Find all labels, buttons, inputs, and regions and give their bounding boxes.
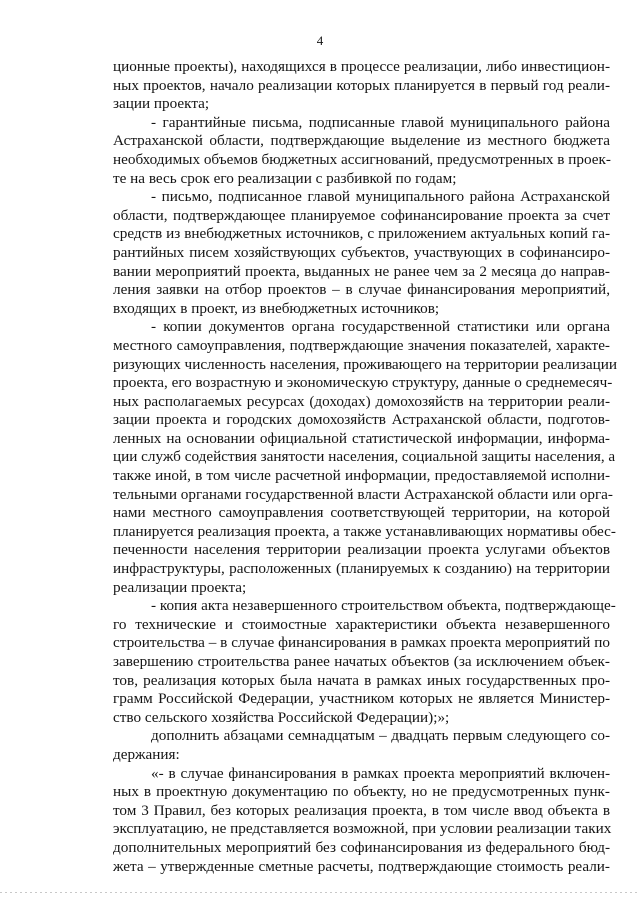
text-line: ных располагаемых ресурсах (доходах) домохозяйств на территории реали- bbox=[113, 392, 610, 410]
text-line: рантийных писем хозяйствующих субъектов, участвующих в софинансиро- bbox=[113, 243, 610, 261]
text-line: - копия акта незавершенного строительством объекта, подтверждающе- bbox=[151, 597, 616, 615]
text-line: держания: bbox=[113, 745, 180, 763]
text-line: завершению строительства ранее начатых объектов (за исключением объек- bbox=[113, 653, 610, 670]
text-line: ство сельского хозяйства Российской Федерации);»; bbox=[113, 708, 450, 726]
text-line: области, подтверждающее планируемое софинансирование проекта за счет bbox=[113, 206, 610, 224]
scan-edge-mark bbox=[0, 892, 640, 893]
text-line: том 3 Правил, без которых реализация проекта, в том числе ввод объекта в bbox=[113, 801, 610, 819]
text-line: местного самоуправления, подтверждающие значения показателей, характе- bbox=[113, 336, 610, 354]
text-line: дополнить абзацами семнадцатым – двадцать первым следующего со- bbox=[151, 727, 610, 745]
text-line: ризующих численность населения, проживающего на территории реализации bbox=[113, 355, 617, 373]
text-line: ции служб содействия занятости населения, социальной защиты населения, а bbox=[113, 448, 616, 466]
text-line: жета – утвержденные сметные расчеты, подтверждающие стоимость реали- bbox=[113, 857, 610, 875]
text-line: го технические и стоимостные характеристики объекта незавершенного bbox=[113, 615, 610, 633]
text-line: печенности населения территории реализации проекта услугами объектов bbox=[113, 541, 610, 559]
text-line: «- в случае финансирования в рамках проекта мероприятий включен- bbox=[151, 764, 610, 782]
text-line: также иной, в том числе расчетной информации, предоставляемой исполни- bbox=[113, 467, 610, 485]
text-line: Астраханской области, подтверждающие выделение из местного бюджета bbox=[113, 132, 610, 150]
text-line: вании мероприятий проекта, выданных не ранее чем за 2 месяца до направ- bbox=[113, 262, 610, 280]
text-line: входящих в проект, из внебюджетных источников; bbox=[113, 299, 440, 317]
text-line: зации проекта; bbox=[113, 95, 210, 113]
text-line: ленных на основании официальной статистической информации, информа- bbox=[113, 429, 610, 447]
text-line: строительства – в случае финансирования в рамках проекта мероприятий по bbox=[113, 634, 610, 652]
text-line: планируется реализация проекта, а также устанавливающих нормативы обес- bbox=[113, 522, 616, 540]
text-line: ления заявки на отбор проектов – в случае финансирования мероприятий, bbox=[113, 281, 610, 299]
text-line: - копии документов органа государственной статистики или органа bbox=[151, 318, 610, 336]
text-line: грамм Российской Федерации, участником которых не является Министер- bbox=[113, 690, 610, 708]
text-line: проекта, его возрастную и экономическую структуру, данные о среднемесяч- bbox=[113, 374, 613, 392]
text-line: дополнительных мероприятий без софинансирования из федерального бюд- bbox=[113, 838, 610, 856]
text-line: - гарантийные письма, подписанные главой муниципального района bbox=[151, 113, 610, 131]
text-line: ных в проектную документацию по объекту, но не предусмотренных пунк- bbox=[113, 783, 610, 801]
text-line: средств из внебюджетных источников, с приложением актуальных копий га- bbox=[113, 225, 610, 243]
text-line: зации проекта и городских домохозяйств Астраханской области, подготов- bbox=[113, 411, 610, 429]
text-line: эксплуатацию, не представляется возможной, при условии реализации таких bbox=[113, 820, 612, 838]
text-line: тов, реализация которых была начата в рамках иных государственных про- bbox=[113, 671, 610, 689]
text-line: нами местного самоуправления соответствующей территории, на которой bbox=[113, 504, 610, 522]
text-line: - письмо, подписанное главой муниципального района Астраханской bbox=[151, 188, 610, 206]
document-body bbox=[113, 58, 617, 876]
text-line: необходимых объемов бюджетных ассигнований, предусмотренных в проек- bbox=[113, 150, 611, 168]
page-number: 4 bbox=[316, 33, 324, 48]
text-line: те на весь срок его реализации с разбивкой по годам; bbox=[113, 169, 457, 187]
text-line: реализации проекта; bbox=[113, 578, 247, 596]
text-line: тельными органами государственной власти Астраханской области или орга- bbox=[113, 485, 613, 503]
text-line: инфраструктуры, расположенных (планируемых к созданию) на территории bbox=[113, 560, 610, 578]
text-line: ных проектов, начало реализации которых планируется в первый год реали- bbox=[113, 76, 610, 94]
text-line: ционные проекты), находящихся в процессе реализации, либо инвестицион- bbox=[113, 58, 610, 75]
